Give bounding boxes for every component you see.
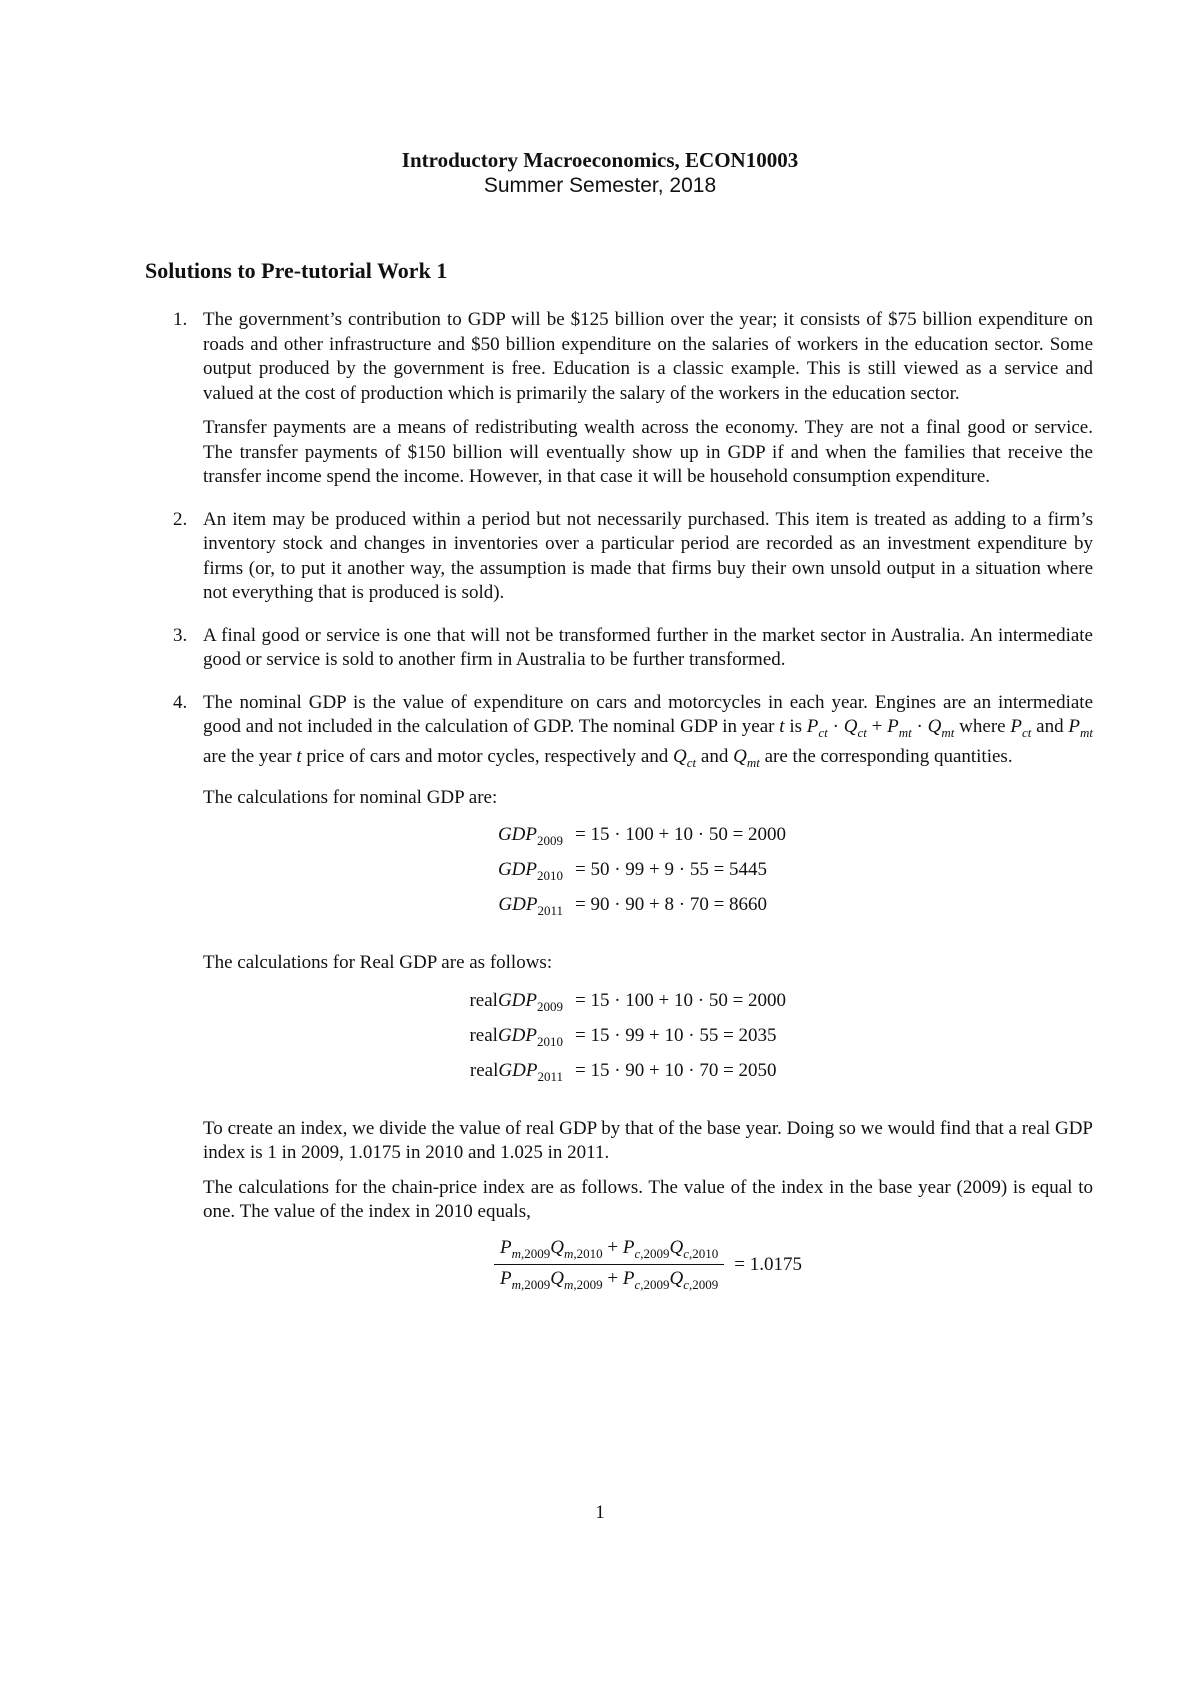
chain-index-fraction — [203, 1237, 1093, 1294]
equation: realGDP$_{2010}$ = 15 · 99 + 10 · 55 = 2035 — [469, 1024, 777, 1049]
real-gdp-equations — [203, 990, 1093, 1095]
page-number: 1 — [595, 1502, 605, 1523]
solutions-list — [145, 308, 1093, 1311]
paragraph: Transfer payments are a means of redistributing wealth across the economy. They are not a final good or service. The transfer payments of $150 billion will eventually show up in GDP if and when the families that receive the transfer income spend the income. However, in that case it will be household consumption expenditure. — [203, 417, 1093, 487]
nominal-gdp-equations — [203, 824, 1093, 929]
equation: realGDP$_{2009}$ = 15 · 100 + 10 · 50 = 2000 — [469, 989, 787, 1014]
equation: $GDP_{2011}$ = 90 · 90 + 8 · 70 = 8660 — [498, 894, 768, 918]
paragraph: The government’s contribution to GDP will be $125 billion over the year; it consists of $75 billion expenditure on roads and other infrastructure and $50 billion expenditure on the salaries of workers in the education sector. Some output produced by the government is free. Education is a classic example. This is still viewed as a service and valued at the cost of production which is primarily the salary of the workers in the education sector. — [203, 309, 1093, 404]
equation: $GDP_{2009}$ = 15 · 100 + 10 · 50 = 2000 — [497, 824, 787, 848]
paragraph: The calculations for the chain-price index are as follows. The value of the index in the base year (2009) is equal to one. The value of the index in 2010 equals, — [203, 1176, 1093, 1223]
paragraph-nominal-definition: The nominal GDP is the value of expenditure on cars and motorcycles in each year. Engines are an intermediate good and not included in the calculation of GDP. The nominal GDP in year t is $P_{ct} \cdot Q_{ct} + P_{mt} \cdot Q_{mt}$ where $P_{ct}$ and $P_{mt}$ are the year t price of cars and motor cycles, respectively and $Q_{ct}$ and $Q_{mt}$ are the corresponding quantities. — [203, 691, 1093, 771]
item-number: 4. — [173, 691, 188, 713]
list-item-1 — [145, 308, 1093, 490]
list-item-3 — [145, 624, 1093, 673]
item-number: 2. — [173, 508, 188, 530]
equation: realGDP$_{2011}$ = 15 · 90 + 10 · 70 = 2050 — [469, 1059, 777, 1084]
paragraph: The calculations for Real GDP are as follows: — [203, 952, 553, 974]
item-number: 1. — [173, 309, 188, 330]
paragraph: The calculations for nominal GDP are: — [203, 786, 498, 808]
item-number: 3. — [173, 624, 188, 646]
fraction-result: = 1.0175 — [734, 1253, 802, 1275]
fraction-numerator: $P_{m,2009}Q_{m,2010} + P_{c,2009}Q_{c,2010}$ — [494, 1237, 724, 1266]
paragraph: To create an index, we divide the value of real GDP by that of the base year. Doing so we would find that a real GDP index is 1 in 2009, 1.0175 in 2010 and 1.025 in 2011. — [203, 1117, 1093, 1164]
list-item-4 — [145, 691, 1093, 1294]
course-title: Introductory Macroeconomics, ECON10003 — [401, 148, 799, 172]
paragraph: A final good or service is one that will not be transformed further in the market sector in Australia. An intermediate good or service is sold to another firm in Australia to be further transformed. — [203, 624, 1093, 670]
semester-subtitle: Summer Semester, 2018 — [483, 174, 717, 197]
list-item-2 — [145, 508, 1093, 606]
paragraph: An item may be produced within a period but not necessarily purchased. This item is treated as adding to a firm’s inventory stock and changes in inventories over a particular period are recorded as an investment expenditure by firms (or, to put it another way, the assumption is made that firms buy their own unsold output in a situation where not everything that is produced is sold). — [203, 508, 1093, 603]
equation: $GDP_{2010}$ = 50 · 99 + 9 · 55 = 5445 — [497, 859, 768, 883]
section-title: Solutions to Pre-tutorial Work 1 — [145, 258, 448, 283]
fraction-denominator: $P_{m,2009}Q_{m,2009} + P_{c,2009}Q_{c,2009}$ — [500, 1268, 719, 1293]
